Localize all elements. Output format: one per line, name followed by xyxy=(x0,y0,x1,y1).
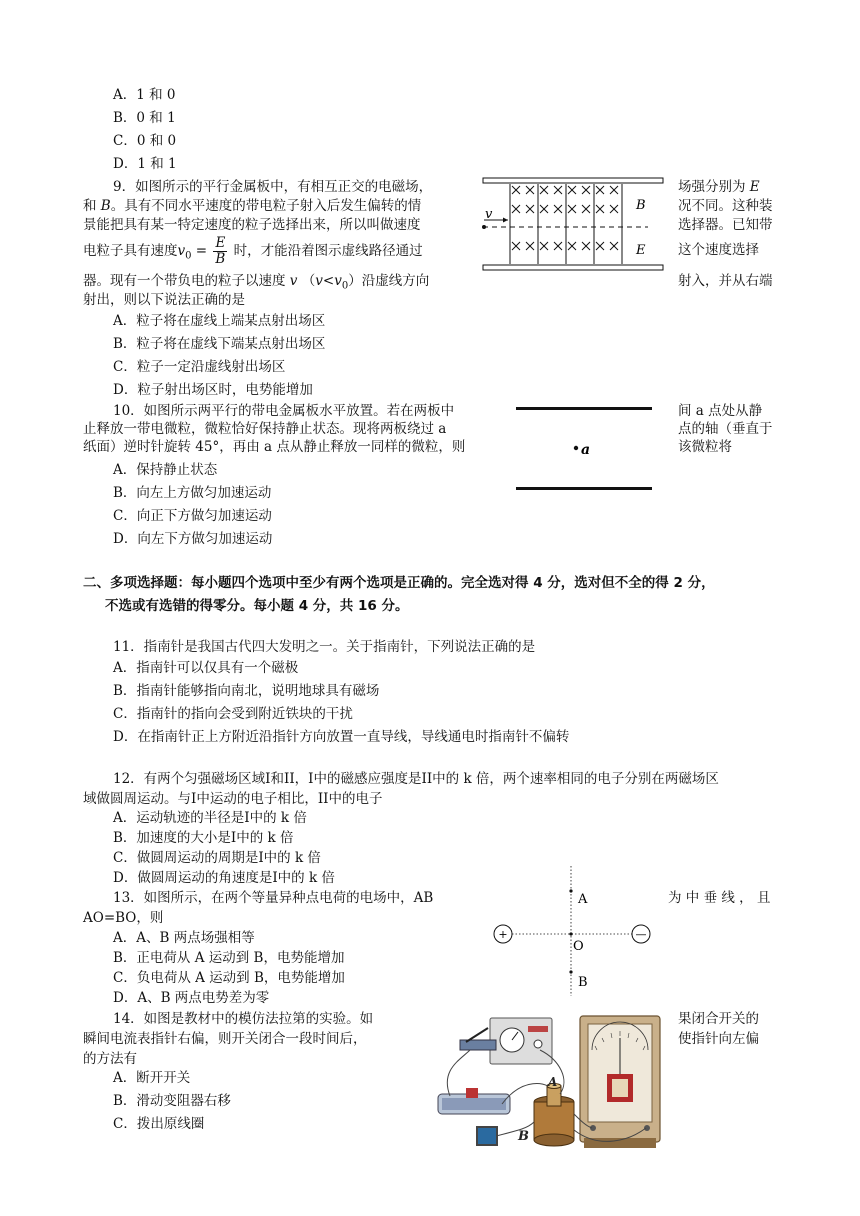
q11-stem: 11．指南针是我国古代四大发明之一。关于指南针，下列说法正确的是 xyxy=(113,639,536,655)
point-O-label: O xyxy=(573,939,584,954)
q12-line1: 12．有两个匀强磁场区域I和II，I中的磁感应强度是II中的 k 倍，两个速率相同的电子分别在两磁场区 xyxy=(113,771,719,787)
q13-line1-right: 为 中 垂 线 ， 且 xyxy=(668,890,771,906)
q9-line5: 器。现有一个带负电的粒子以速度 v $(v<v_0)$沿虚线方向 xyxy=(83,273,430,292)
q14-line1-right: 果闭合开关的 xyxy=(678,1011,759,1027)
q10-line1: 10．如图所示两平行的带电金属板水平放置。若在两板中 xyxy=(113,403,455,419)
fig-label-v: v xyxy=(485,207,493,222)
q13-line1: 13．如图所示，在两个等量异种点电荷的电场中，AB xyxy=(113,890,434,906)
q9-line4: 电粒子具有速度$v_0$ = $\frac{E}{B}$ 时，才能沿着图示虚线路径通过 xyxy=(83,235,423,267)
q14-line2: 瞬间电流表指针右偏，则开关闭合一段时间后， xyxy=(83,1031,367,1047)
q9-line1: 9．如图所示的平行金属板中，有相互正交的电磁场， xyxy=(113,179,433,195)
q13-line2: AO=BO，则 xyxy=(83,910,164,926)
q11-option-a: A．指南针可以仅具有一个磁极 xyxy=(113,660,299,676)
q9-line4-right: 这个速度选择 xyxy=(678,242,759,258)
section2-heading-line1: 二、多项选择题：每小题四个选项中至少有两个选项是正确的。完全选对得 4 分，选对但不全的得 2 分， xyxy=(83,575,715,591)
q13-option-a: A．A、B 两点场强相等 xyxy=(113,930,255,946)
q9-option-a: A．粒子将在虚线上端某点射出场区 xyxy=(113,313,326,329)
q9-line3: 景能把具有某一特定速度的粒子选择出来，所以叫做速度 xyxy=(83,217,421,233)
q14-line3: 的方法有 xyxy=(83,1051,137,1067)
q13-option-b: B．正电荷从 A 运动到 B，电势能增加 xyxy=(113,950,345,966)
q9-line5-right: 射入，并从右端 xyxy=(678,273,773,289)
q10-option-c: C．向正下方做匀加速运动 xyxy=(113,508,272,524)
q11-option-b: B．指南针能够指向南北，说明地球具有磁场 xyxy=(113,683,380,699)
q9-option-c: C．粒子一定沿虚线射出场区 xyxy=(113,359,286,375)
fig-label-a: a xyxy=(581,442,591,458)
coil-A-label: A xyxy=(548,1075,558,1089)
q10-line2-right: 点的轴（垂直于 xyxy=(678,421,773,437)
q9-line2: 和 B。具有不同水平速度的带电粒子射入后发生偏转的情 xyxy=(83,198,422,214)
q12-option-a: A．运动轨迹的半径是I中的 k 倍 xyxy=(113,810,307,826)
velocity-selector-figure xyxy=(478,176,668,272)
coil-B-label: B xyxy=(518,1129,529,1144)
q8-option-b: B．0 和 1 xyxy=(113,110,176,126)
q12-option-c: C．做圆周运动的周期是I中的 k 倍 xyxy=(113,850,321,866)
q10-line3: 纸面）逆时针旋转 45°，再由 a 点从静止释放一同样的微粒，则 xyxy=(83,439,466,455)
q9-line2-right: 况不同。这种装 xyxy=(678,198,773,214)
point-charges-figure xyxy=(490,864,660,998)
q13-option-c: C．负电荷从 A 运动到 B，电势能增加 xyxy=(113,970,345,986)
q11-option-d: D．在指南针正上方附近沿指针方向放置一直导线，导线通电时指南针不偏转 xyxy=(113,729,570,745)
q10-line3-right: 该微粒将 xyxy=(678,439,732,455)
velocity-fraction: $\frac{E}{B}$ xyxy=(215,235,226,267)
fig-label-B: B xyxy=(636,198,646,213)
q9-option-b: B．粒子将在虚线下端某点射出场区 xyxy=(113,336,326,352)
parallel-plates-figure xyxy=(512,404,657,496)
q11-option-c: C．指南针的指向会受到附近铁块的干扰 xyxy=(113,706,353,722)
q8-option-c: C．0 和 0 xyxy=(113,133,177,149)
q14-line1: 14．如图是教材中的模仿法拉第的实验。如 xyxy=(113,1011,374,1027)
q10-option-b: B．向左上方做匀加速运动 xyxy=(113,485,272,501)
point-A-label: A xyxy=(578,892,588,907)
q14-option-b: B．滑动变阻器右移 xyxy=(113,1093,231,1109)
q10-line2: 止释放一带电微粒，微粒恰好保持静止状态。现将两板绕过 a xyxy=(83,421,447,437)
q12-option-b: B．加速度的大小是I中的 k 倍 xyxy=(113,830,294,846)
negative-charge-label: — xyxy=(635,928,647,941)
faraday-experiment-figure xyxy=(430,1010,675,1160)
positive-charge-label: + xyxy=(498,928,508,941)
q9-option-d: D．粒子射出场区时，电势能增加 xyxy=(113,382,313,398)
q12-option-d: D．做圆周运动的角速度是I中的 k 倍 xyxy=(113,870,335,886)
q10-option-d: D．向左下方做匀加速运动 xyxy=(113,531,273,547)
q14-line2-right: 使指针向左偏 xyxy=(678,1031,759,1047)
section2-heading-line2: 不选或有选错的得零分。每小题 4 分，共 16 分。 xyxy=(105,598,409,614)
q13-option-d: D．A、B 两点电势差为零 xyxy=(113,990,270,1006)
q8-option-a: A．1 和 0 xyxy=(113,87,176,103)
q9-line3-right: 选择器。已知带 xyxy=(678,217,773,233)
q9-line6: 射出，则以下说法正确的是 xyxy=(83,292,245,308)
q8-option-d: D．1 和 1 xyxy=(113,156,177,172)
q9-line1-right: 场强分别为 E xyxy=(678,179,760,195)
q14-option-c: C．拨出原线圈 xyxy=(113,1116,205,1132)
q12-line2: 域做圆周运动。与I中运动的电子相比，II中的电子 xyxy=(83,791,383,807)
q10-line1-right: 间 a 点处从静 xyxy=(678,403,763,419)
point-B-label: B xyxy=(578,975,588,990)
q10-option-a: A．保持静止状态 xyxy=(113,462,218,478)
fig-label-E: E xyxy=(636,243,646,258)
q14-option-a: A．断开开关 xyxy=(113,1070,191,1086)
